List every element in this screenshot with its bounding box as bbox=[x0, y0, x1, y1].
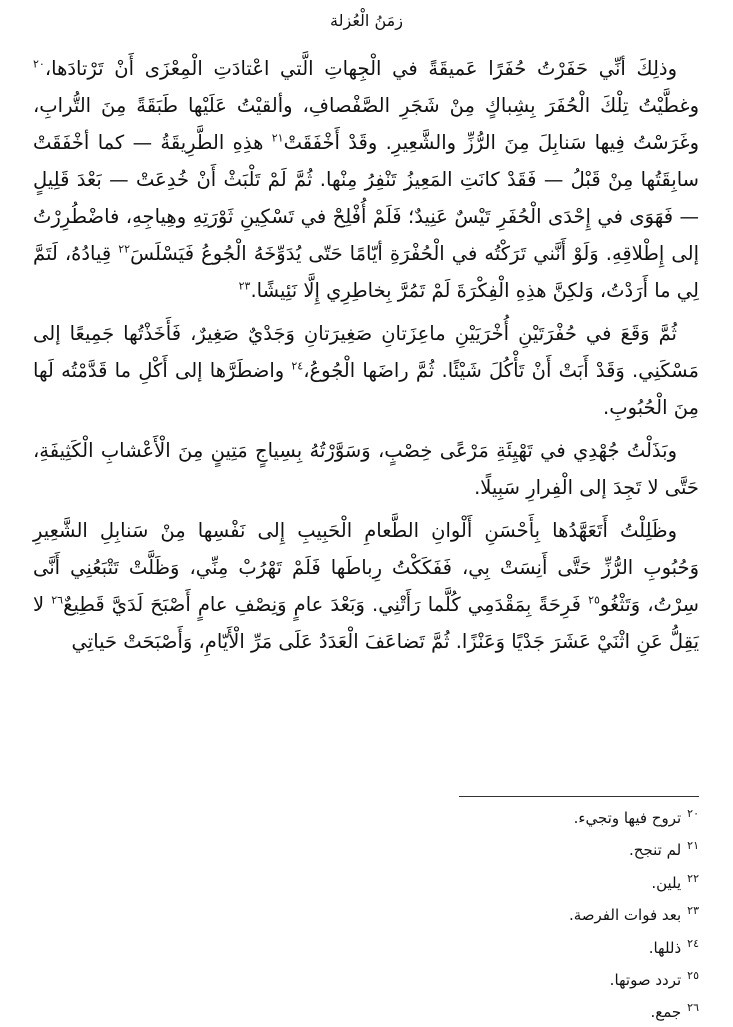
text-segment: وبَذَلْتُ جُهْدِي في تَهْيِئَةِ مَرْعًى خِصْبٍ، وَسَوَّرْتُهُ بِسِياجٍ مَتِينٍ مِنَ الْأَعْشابِ الْكَثِيفَةِ، حَتَّى لا تَجِدَ إلى الْفِرارِ سَبِيلًا. bbox=[33, 439, 699, 499]
footnote-number: ٢٥ bbox=[687, 969, 699, 983]
text-segment: وظَلِلْتُ أَتَعَهَّدُها بِأَحْسَنِ أَلْوانِ الطَّعامِ الْحَبِيبِ إِلى نَفْسِها مِنْ سَنابِلِ الشَّعِيرِ وَحُبُوبِ الرُّزِّ حَتَّى أَنِسَتْ بِي، فَفَكَكْتُ رِباطَها فَلَمْ تَهْرُبْ مِنِّي، وَظَلَّتْ تَتْبَعُنِي أَنَّى سِرْتُ، وَتَثْغُو bbox=[33, 519, 699, 616]
running-title: زمَنُ الْعُزلة bbox=[330, 11, 403, 30]
paragraph-3 bbox=[33, 432, 699, 506]
footnote-text: تروح فيها وتجيء. bbox=[573, 809, 682, 827]
paragraph-4 bbox=[33, 512, 699, 660]
footnote-ref[interactable]: ٢٣ bbox=[238, 279, 251, 293]
footnotes-list bbox=[300, 800, 699, 1027]
footnote-text: بعد فوات الفرصة. bbox=[568, 906, 682, 925]
footnote-ref[interactable]: ٢٠ bbox=[33, 57, 45, 71]
footnote-item bbox=[300, 800, 699, 832]
footnote-text: تردد صوتها. bbox=[609, 971, 682, 990]
footnote-number: ٢٠ bbox=[687, 807, 699, 820]
text-segment: ثُمَّ وَقَعَ في حُفْرَتَيْنِ أُخْرَيَيْنِ ماعِزَتانِ صَغِيرَتانِ وَجَدْيٌ صَغِيرٌ، فَأَخَذْتُها جَمِيعًا إلى مَسْكَنِي. وَقَدْ أَبَتْ أَنْ تَأْكُلَ شَيْئًا. ثُمَّ راضَها الْجُوعُ، bbox=[33, 322, 699, 382]
footnote-text: لم تنجح. bbox=[629, 841, 682, 860]
footnote-ref[interactable]: ٢٤ bbox=[291, 359, 304, 373]
text-segment: واضطَرَّها إلى أَكْلِ ما قَدَّمْتُه لَها مِنَ الْحُبُوبِ. bbox=[33, 359, 699, 419]
text-segment: وذلِكَ أنِّي حَفَرْتُ حُفَرًا عَميقَةً في الْجِهاتِ الَّتي اعْتادَتِ الْمِعْزَى أَنْ تَرْتادَها، bbox=[44, 57, 677, 80]
footnote-number: ٢٣ bbox=[687, 904, 699, 918]
text-segment: هذِهِ الطَّرِيقَةُ — كما أخْفَقَتْ سابِقَتُها مِنْ قَبْلُ — فَقَدْ كانَتِ المَعِيزُ تَنْفِرُ مِنْها. ثُمَّ لَمْ تَلْبَثْ أَنْ خُدِعَتْ — بَعْدَ قَلِيلٍ — فَهَوَى في إِحْدَى الْحُفَرِ تَيْسٌ عَنِيدٌ؛ فَلَمْ أُفْلِحْ في تَسْكِينِ ثَوْرَتِهِ وهِياجِهِ، فاضْطُرِرْتُ إلى إِطْلاقِهِ. وَلَوْ أَنَّني تَرَكْتُه في الْحُفْرَةِ أيّامًا حَتّى يُدَوِّخَهُ الْجُوعُ فَيَسْلَسَ bbox=[33, 131, 699, 265]
footnote-number: ٢٤ bbox=[687, 936, 699, 950]
text-segment: قِيادُهُ، لَتَمَّ لِي ما أَرَدْتُ، وَلكِنَّ هذِهِ الْفِكْرَةَ لَمْ تَمُرَّ بِخاطِرِي إِلَّا نَئِيشًا. bbox=[33, 242, 699, 302]
footnote-text: يلين. bbox=[651, 873, 682, 892]
footnote-number: ٢٦ bbox=[687, 1001, 699, 1015]
footnote-item bbox=[300, 930, 699, 962]
footnote-number: ٢٢ bbox=[687, 871, 699, 885]
footnote-number: ٢١ bbox=[687, 839, 699, 853]
footnote-ref[interactable]: ٢٢ bbox=[118, 242, 131, 256]
footnote-divider bbox=[459, 796, 699, 797]
footnote-item bbox=[300, 994, 699, 1026]
footnote-item bbox=[300, 832, 699, 864]
body-text bbox=[33, 50, 699, 666]
text-segment: وغطَّيْتُ تِلْكَ الْحُفَرَ بِشِباكٍ مِنْ شَجَرِ الصَّفْصافِ، وألقيْتُ عَلَيْها طَبَقَةً مِنَ التُّرابِ، وغَرَسْتُ فِيها سَنابِلَ مِنَ الرُّزِّ والشَّعِيرِ. وقَدْ أَخْفَقَتْ bbox=[33, 94, 700, 154]
text-segment: لا يَقِلُّ عَنِ اثْنَيْ عَشَرَ جَدْيًا وَعَنْزًا. ثُمَّ تَضاعَفَ الْعَدَدُ عَلَى مَرِّ الْأَيّامِ، وَأَصْبَحَتْ حَياتِي bbox=[33, 593, 699, 653]
footnote-ref[interactable]: ٢٥ bbox=[588, 593, 600, 607]
paragraph-1 bbox=[33, 50, 699, 309]
footnote-item bbox=[300, 962, 699, 994]
text-segment: فَرِحَةً بِمَقْدَمِي كُلَّما رَأَتْنِي. وَبَعْدَ عامٍ وَنِصْفِ عامٍ أَصْبَحَ لَدَيَّ قَطِيعٌ bbox=[63, 593, 589, 616]
footnote-text: ذللها. bbox=[648, 938, 682, 957]
footnote-item bbox=[300, 897, 699, 929]
footnote-ref[interactable]: ٢٦ bbox=[51, 593, 64, 607]
footnote-ref[interactable]: ٢١ bbox=[271, 131, 284, 145]
footnote-item bbox=[300, 865, 699, 897]
footnote-text: جمع. bbox=[650, 1003, 682, 1022]
paragraph-2 bbox=[33, 315, 699, 426]
